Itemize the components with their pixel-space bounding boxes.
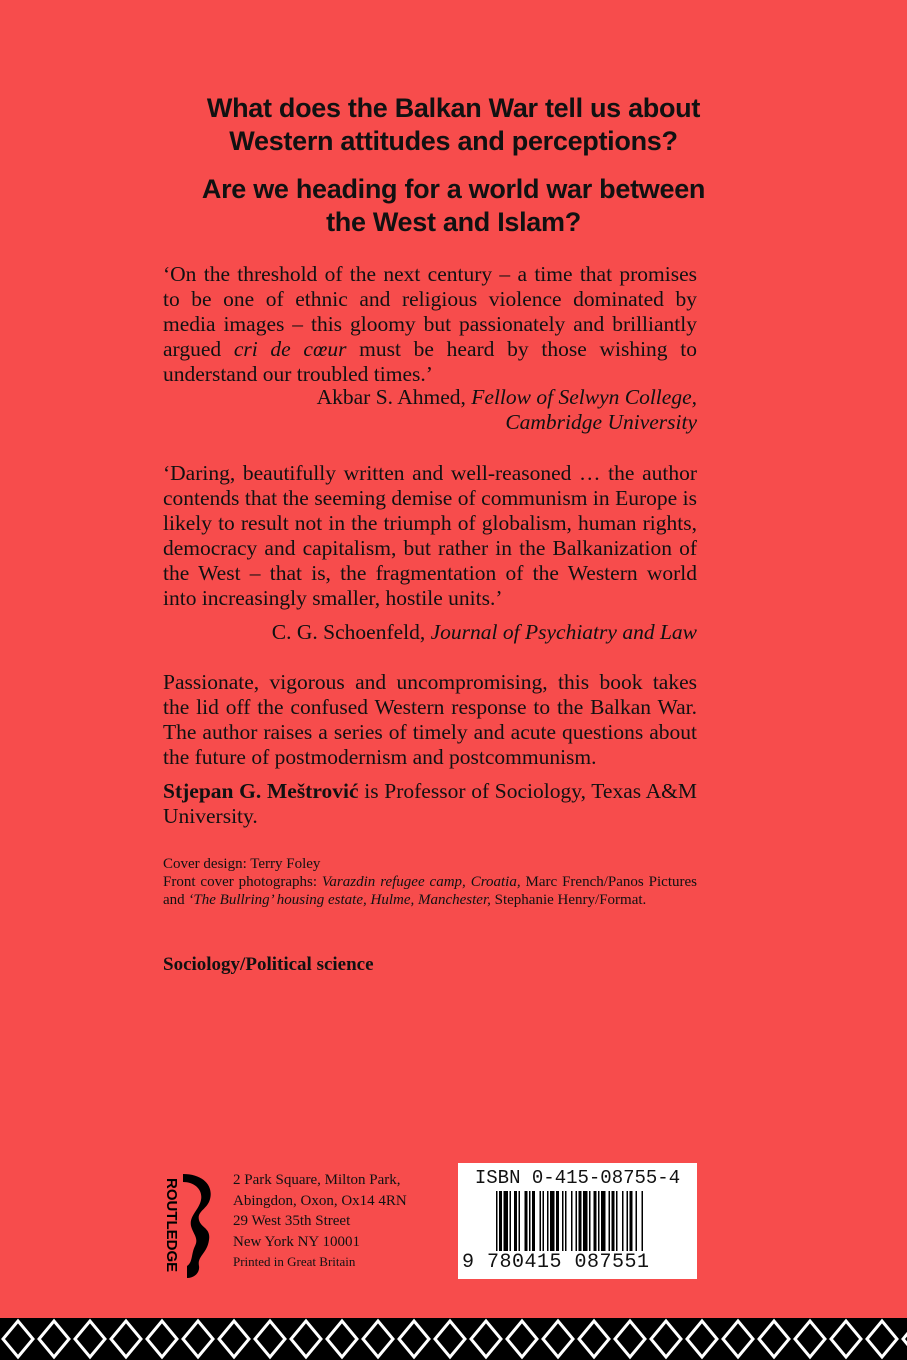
- quote-text: ‘On the threshold of the next century – a time that promises to be one of ethnic and religious violence dominated by media images – this gloomy but passionately and brilliantly argued: [163, 262, 697, 361]
- barcode-bar: [642, 1191, 644, 1251]
- logo-text: ROUTLEDGE: [163, 1178, 180, 1273]
- headline-question-2: [140, 173, 767, 239]
- barcode-bar: [627, 1191, 629, 1251]
- barcode-bar: [550, 1191, 555, 1251]
- barcode-bar: [579, 1191, 582, 1251]
- isbn-barcode: [458, 1163, 697, 1279]
- attribution-author: Akbar S. Ahmed,: [316, 385, 472, 409]
- author-name: Stjepan G. Meštrović: [163, 779, 359, 803]
- barcode-bar: [519, 1191, 521, 1251]
- author-bio: [163, 779, 697, 829]
- barcode-bar: [504, 1191, 509, 1251]
- barcode-bar: [499, 1191, 502, 1251]
- barcode-bar: [589, 1191, 591, 1251]
- attribution-author: C. G. Schoenfeld,: [271, 620, 431, 644]
- photo-credits: Front cover photographs: Varazdin refugee camp, Croatia, Marc French/Panos Pictures and ‘The Bullring’ housing estate, Hulme, Manchester, Stephanie Henry/Format.: [163, 874, 697, 908]
- barcode-bars: [496, 1191, 692, 1257]
- barcode-bar: [510, 1191, 512, 1251]
- cover-credits: [163, 855, 697, 909]
- quote-italic: cri de cœur: [233, 337, 347, 361]
- publisher-block: [153, 1170, 443, 1280]
- barcode-bar: [514, 1191, 517, 1251]
- quote-schoenfeld-attribution: [163, 620, 697, 645]
- barcode-bar: [529, 1191, 531, 1251]
- barcode-bar: [571, 1191, 573, 1251]
- decorative-border: [0, 1318, 907, 1360]
- barcode-bar: [525, 1191, 528, 1251]
- headline-line: What does the Balkan War tell us about: [206, 93, 701, 123]
- barcode-bar: [630, 1191, 633, 1251]
- barcode-bar: [556, 1191, 559, 1251]
- barcode-bar: [496, 1191, 498, 1251]
- barcode-bar: [543, 1191, 545, 1251]
- cover-design-credit: Cover design: Terry Foley: [163, 856, 321, 872]
- barcode-bar: [594, 1191, 597, 1251]
- barcode-bar: [616, 1191, 618, 1251]
- book-description: Passionate, vigorous and uncompromising, this book takes the lid off the confused Western response to the Balkan War. The author raises a series of timely and acute questions about the future of postmodernism and postcommunism.: [163, 670, 697, 769]
- attribution-affiliation: Fellow of Selwyn College,: [471, 385, 697, 409]
- quote-text: must be heard by those wishing to understand our troubled times.’: [163, 337, 697, 386]
- headline-line: Western attitudes and perceptions?: [229, 126, 678, 156]
- barcode-bar: [622, 1191, 624, 1251]
- barcode-bar: [540, 1191, 542, 1251]
- isbn-number: ISBN 0-415-08755-4: [474, 1167, 681, 1189]
- barcode-bar: [612, 1191, 615, 1251]
- attribution-affiliation: Cambridge University: [505, 410, 697, 434]
- quote-ahmed: [163, 262, 697, 387]
- attribution-source: Journal of Psychiatry and Law: [430, 620, 697, 644]
- quote-schoenfeld: ‘Daring, beautifully written and well-reasoned … the author contends that the seeming demise of communism in Europe is likely to result not in the triumph of globalism, human rights, democracy and capitalism, but rather in the Balkanization of the West – that is, the fragmentation of the Western world into increasingly smaller, hostile units.’: [163, 461, 697, 610]
- subject-category: Sociology/Political science: [163, 954, 374, 975]
- headline-question-1: [140, 92, 767, 158]
- ean-number: 9 780415 087551: [462, 1251, 650, 1274]
- barcode-bar: [547, 1191, 549, 1251]
- quote-ahmed-attribution: [163, 385, 697, 435]
- publisher-address: 2 Park Square, Milton Park, Abingdon, Oxon, Ox14 4RN 29 West 35th Street New York NY 10001 Printed in Great Britain: [233, 1172, 407, 1269]
- routledge-logo-icon: [153, 1170, 223, 1280]
- barcode-bar: [609, 1191, 611, 1251]
- barcode-bar: [636, 1191, 638, 1251]
- headline-line: the West and Islam?: [326, 207, 581, 237]
- barcode-bar: [562, 1191, 564, 1251]
- barcode-bar: [583, 1191, 588, 1251]
- author-bio-text: is Professor of Sociology, Texas A&M University.: [163, 779, 698, 828]
- barcode-bar: [601, 1191, 606, 1251]
- barcode-bar: [598, 1191, 600, 1251]
- barcode-bar: [576, 1191, 578, 1251]
- headline-line: Are we heading for a world war between: [201, 174, 706, 204]
- barcode-bar: [565, 1191, 567, 1251]
- barcode-bar: [532, 1191, 535, 1251]
